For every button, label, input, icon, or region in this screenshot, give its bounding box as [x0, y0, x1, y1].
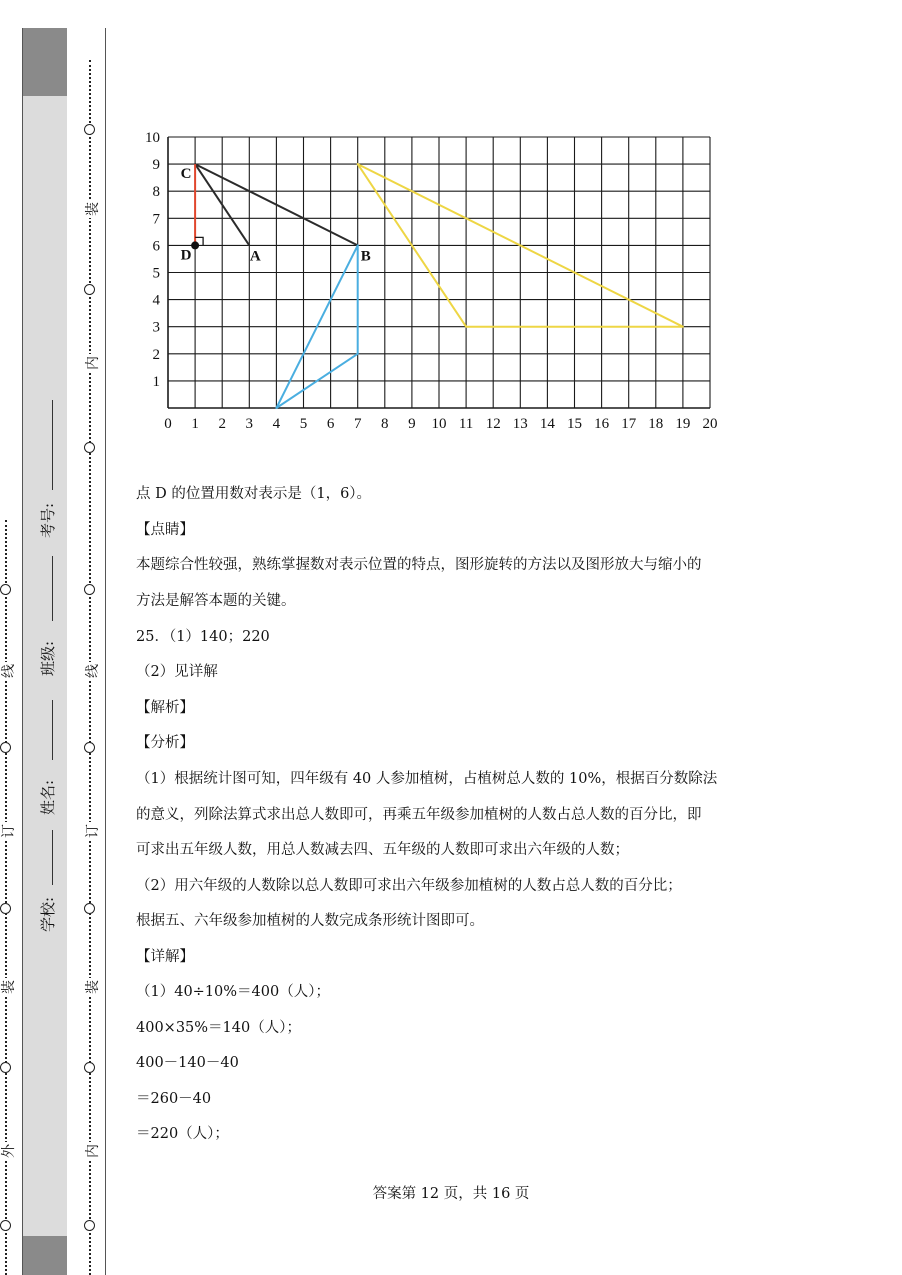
y-tick-4: 4 — [152, 292, 160, 309]
x-tick-6: 6 — [326, 416, 335, 432]
name-blank[interactable] — [52, 700, 53, 760]
heading-dianjing: 【点睛】 — [136, 522, 194, 538]
coordinate-grid-figure — [130, 128, 730, 438]
x-tick-5: 5 — [299, 416, 308, 432]
x-tick-3: 3 — [245, 416, 254, 432]
inner-mark-zhuang-bottom: 装 — [82, 978, 102, 996]
y-tick-8: 8 — [152, 184, 160, 201]
analysis-line-1: （1）根据统计图可知，四年级有 40 人参加植树，占植树总人数的 10%，根据百分数除法 — [136, 771, 718, 787]
x-tick-16: 16 — [594, 416, 610, 432]
outer-mark-ding: 订 — [0, 822, 18, 840]
y-tick-5: 5 — [152, 265, 160, 282]
x-tick-12: 12 — [485, 416, 501, 432]
x-tick-11: 11 — [458, 416, 474, 432]
comment-line-2: 方法是解答本题的关键。 — [136, 593, 296, 609]
outer-ring-5 — [0, 1220, 11, 1231]
point-dot-D — [191, 241, 199, 249]
x-tick-2: 2 — [218, 416, 226, 432]
x-tick-8: 8 — [381, 416, 389, 432]
y-tick-6: 6 — [152, 238, 160, 255]
calc-line-3: 400－140－40 — [136, 1055, 239, 1071]
inner-ring-4 — [84, 584, 95, 595]
outer-ring-4 — [0, 1062, 11, 1073]
inner-mark-line: 线 — [82, 662, 102, 680]
axis-ticks — [145, 130, 718, 432]
x-tick-18: 18 — [648, 416, 664, 432]
binding-strip-top-block — [23, 28, 67, 96]
outer-ring-3 — [0, 903, 11, 914]
calc-line-1: （1）40÷10%＝400（人）； — [136, 984, 330, 1000]
comment-line-1: 本题综合性较强，熟练掌握数对表示位置的特点，图形旋转的方法以及图形放大与缩小的 — [136, 557, 702, 573]
binding-strip-bottom-block — [23, 1236, 67, 1275]
x-tick-4: 4 — [272, 416, 281, 432]
analysis-line-5: 根据五、六年级参加植树的人数完成条形统计图即可。 — [136, 913, 484, 929]
inner-mark-zhuang-top: 装 — [82, 200, 102, 218]
x-tick-13: 13 — [512, 416, 528, 432]
heading-fenxi: 【分析】 — [136, 735, 194, 751]
inner-mark-nei-bottom: 内 — [82, 1142, 102, 1160]
inner-ring-2 — [84, 284, 95, 295]
point-label-C: C — [180, 166, 192, 183]
x-tick-17: 17 — [621, 416, 637, 432]
outer-mark-zhuang: 装 — [0, 978, 18, 996]
x-tick-9: 9 — [408, 416, 416, 432]
question-25-answer: 25．（1）140；220 — [136, 629, 270, 645]
point-labels — [181, 166, 371, 264]
y-tick-1: 1 — [152, 373, 160, 390]
inner-mark-nei-top: 内 — [82, 354, 102, 372]
school-blank[interactable] — [52, 830, 53, 885]
answer-text-d-coordinate: 点 D 的位置用数对表示是（1，6）。 — [136, 486, 372, 502]
analysis-line-4: （2）用六年级的人数除以总人数即可求出六年级参加植树的人数占总人数的百分比； — [136, 878, 682, 894]
inner-mark-ding: 订 — [82, 822, 102, 840]
heading-xiangjie: 【详解】 — [136, 949, 194, 965]
outer-ring-2 — [0, 742, 11, 753]
x-tick-19: 19 — [675, 416, 691, 432]
x-tick-10: 10 — [431, 416, 447, 432]
calc-line-2: 400×35%＝140（人）； — [136, 1020, 301, 1036]
question-25-part2: （2）见详解 — [136, 664, 218, 680]
analysis-line-2: 的意义，列除法算式求出总人数即可，再乘五年级参加植树的人数占总人数的百分比，即 — [136, 807, 702, 823]
inner-margin-rule — [105, 28, 106, 1275]
y-tick-9: 9 — [152, 157, 160, 174]
inner-ring-3 — [84, 442, 95, 453]
x-tick-7: 7 — [353, 416, 362, 432]
y-tick-2: 2 — [152, 346, 160, 363]
inner-ring-1 — [84, 124, 95, 135]
inner-ring-7 — [84, 1062, 95, 1073]
x-tick-15: 15 — [567, 416, 582, 432]
inner-ring-6 — [84, 903, 95, 914]
outer-mark-line: 线 — [0, 662, 18, 680]
outer-mark-wai: 外 — [0, 1142, 18, 1160]
x-tick-0: 0 — [164, 416, 172, 432]
binding-margin — [0, 0, 110, 1275]
x-tick-1: 1 — [191, 416, 199, 432]
grid-lines — [168, 137, 710, 408]
inner-ring-5 — [84, 742, 95, 753]
analysis-line-3: 可求出五年级人数，用总人数减去四、五年级的人数即可求出六年级的人数； — [136, 842, 629, 858]
y-tick-10: 10 — [145, 130, 160, 146]
point-label-B: B — [360, 248, 371, 265]
class-blank[interactable] — [52, 556, 53, 621]
exam-no-blank[interactable] — [52, 400, 53, 490]
outer-ring-1 — [0, 584, 11, 595]
x-tick-14: 14 — [539, 416, 555, 432]
exam-no-label: 考号: — [39, 502, 57, 538]
outer-dotted-line — [5, 520, 7, 1275]
name-label: 姓名: — [39, 779, 57, 815]
outer-margin-rule — [22, 28, 23, 1275]
calc-line-4: ＝260－40 — [136, 1091, 212, 1107]
inner-ring-8 — [84, 1220, 95, 1231]
calc-line-5: ＝220（人）； — [136, 1126, 229, 1142]
point-label-D: D — [180, 247, 192, 264]
point-label-A: A — [249, 248, 261, 265]
page-footer: 答案第 12 页，共 16 页 — [372, 1186, 530, 1202]
y-tick-7: 7 — [152, 211, 160, 228]
class-label: 班级: — [39, 640, 57, 676]
school-label: 学校: — [39, 896, 57, 932]
x-tick-20: 20 — [702, 416, 718, 432]
heading-jiexi: 【解析】 — [136, 700, 194, 716]
y-tick-3: 3 — [152, 319, 160, 336]
